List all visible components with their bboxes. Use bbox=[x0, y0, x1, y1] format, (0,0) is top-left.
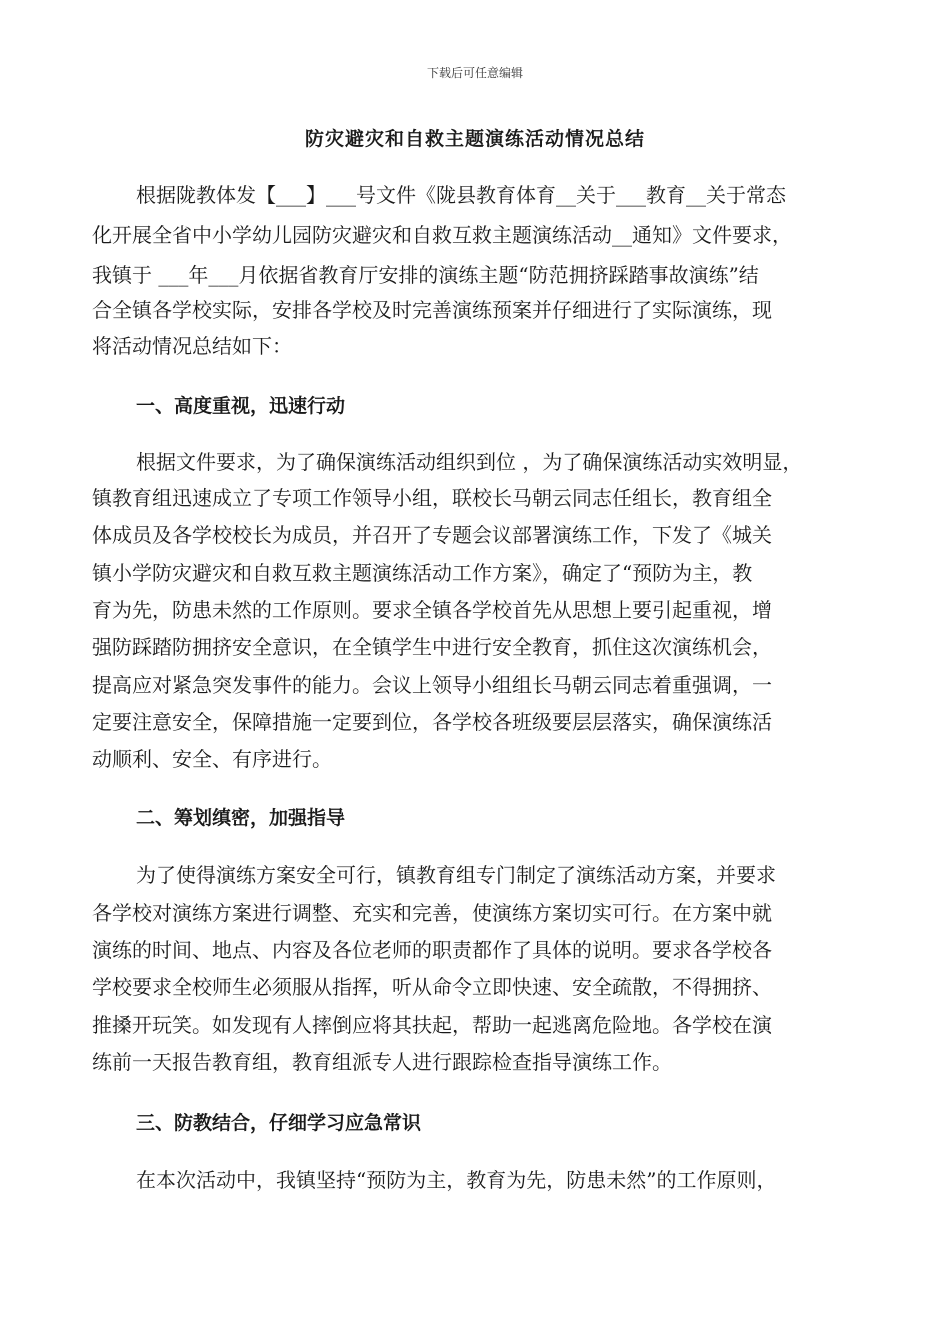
intro-line: 将活动情况总结如下： bbox=[92, 334, 292, 358]
section-heading: 二、筹划缜密，加强指导 bbox=[136, 807, 346, 829]
paragraph-line: 练前一天报告教育组，教育组派专人进行跟踪检查指导演练工作。 bbox=[92, 1050, 672, 1074]
paragraph-line: 在本次活动中，我镇坚持“预防为主，教育为先，防患未然”的工作原则， bbox=[136, 1168, 777, 1192]
paragraph-line: 强防踩踏防拥挤安全意识，在全镇学生中进行安全教育，抓住这次演练机会， bbox=[92, 635, 772, 659]
paragraph-line: 育为先，防患未然的工作原则。要求全镇各学校首先从思想上要引起重视，增 bbox=[92, 598, 772, 622]
paragraph-line: 根据文件要求，为了确保演练活动组织到位 ，为了确保演练活动实效明显， bbox=[136, 450, 803, 474]
paragraph-line: 学校要求全校师生必须服从指挥，听从命令立即快速、安全疏散，不得拥挤、 bbox=[92, 975, 772, 999]
section-heading: 一、高度重视，迅速行动 bbox=[136, 395, 346, 417]
paragraph-line: 演练的时间、地点、内容及各位老师的职责都作了具体的说明。要求各学校各 bbox=[92, 938, 772, 962]
section-heading: 三、防教结合，仔细学习应急常识 bbox=[136, 1112, 422, 1134]
intro-line: 化开展全省中小学幼儿园防灾避灾和自救互救主题演练活动__通知》文件要求， bbox=[92, 223, 792, 247]
paragraph-line: 定要注意安全，保障措施一定要到位，各学校各班级要层层落实，确保演练活 bbox=[92, 710, 772, 734]
paragraph-line: 推搡开玩笑。如发现有人摔倒应将其扶起，帮助一起逃离危险地。各学校在演 bbox=[92, 1013, 772, 1037]
paragraph-line: 镇教育组迅速成立了专项工作领导小组，联校长马朝云同志任组长，教育组全 bbox=[92, 486, 772, 510]
paragraph-line: 为了使得演练方案安全可行，镇教育组专门制定了演练活动方案，并要求 bbox=[136, 863, 776, 887]
paragraph-line: 动顺利、安全、有序进行。 bbox=[92, 747, 332, 771]
intro-line: 我镇于 ___年___月依据省教育厅安排的演练主题“防范拥挤踩踏事故演练”结 bbox=[92, 263, 759, 287]
paragraph-line: 体成员及各学校校长为成员，并召开了专题会议部署演练工作，下发了《城关 bbox=[92, 523, 772, 547]
paragraph-line: 镇小学防灾避灾和自救互救主题演练活动工作方案》，确定了“预防为主，教 bbox=[92, 561, 753, 585]
intro-line: 根据陇教体发【___】___号文件《陇县教育体育__关于___教育__关于常态 bbox=[136, 183, 786, 207]
page-title: 防灾避灾和自救主题演练活动情况总结 bbox=[304, 128, 645, 150]
intro-line: 合全镇各学校实际，安排各学校及时完善演练预案并仔细进行了实际演练，现 bbox=[92, 298, 772, 322]
paragraph-line: 提高应对紧急突发事件的能力。会议上领导小组组长马朝云同志着重强调，一 bbox=[92, 673, 772, 697]
paragraph-line: 各学校对演练方案进行调整、充实和完善，使演练方案切实可行。在方案中就 bbox=[92, 901, 772, 925]
header-note: 下载后可任意编辑 bbox=[426, 66, 523, 80]
